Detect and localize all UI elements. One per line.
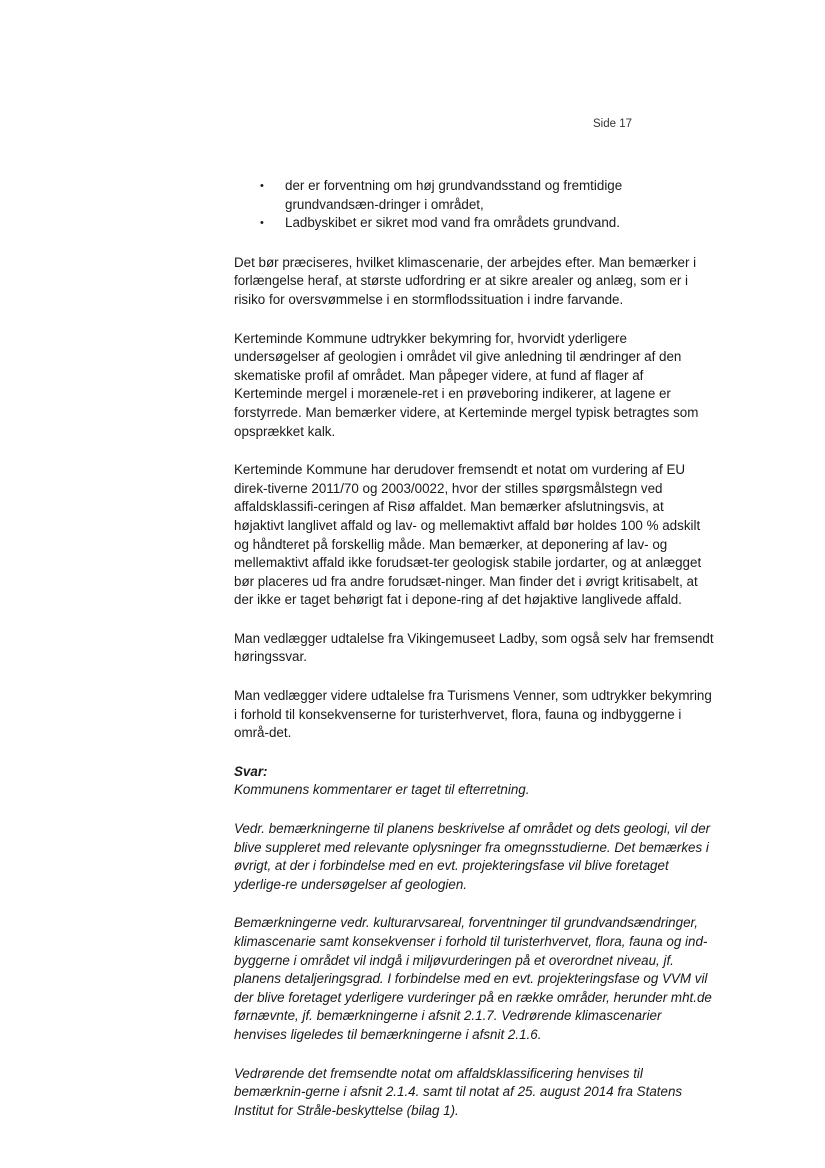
list-item-text: der er forventning om høj grundvandsstand og fremtidige grundvandsæn-dringer i området,	[285, 178, 623, 212]
document-body	[234, 177, 714, 1140]
svar-paragraph-geology: Vedr. bemærkningerne til planens beskrivelse af området og dets geologi, vil der blive suppleret med relevante oplysninger fra omegnsstudierne. Det bemærkes i øvrigt, at der i forbindelse med en evt. projekteringsfase vil blive foretaget yderlige-re undersøgelser af geologien.	[234, 821, 711, 892]
svar-paragraph-waste-classification: Vedrørende det fremsendte notat om affaldsklassificering henvises til bemærknin-gerne i afsnit 2.1.4. samt til notat af 25. august 2014 fra Statens Institut for Stråle-beskyttelse (bilag 1).	[234, 1065, 683, 1118]
list-item	[234, 214, 714, 233]
bullet-icon: •	[260, 217, 264, 230]
bullet-list	[234, 177, 714, 233]
list-item-text: Ladbyskibet er sikret mod vand fra områdets grundvand.	[285, 215, 620, 231]
svar-section	[234, 763, 714, 800]
svar-heading: Svar:	[234, 763, 268, 779]
paragraph-geology: Kerteminde Kommune udtrykker bekymring for, hvorvidt yderligere undersøgelser af geologien i området vil give anledning til ændringer af den skematiske profil af området. Man påpeger videre, at fund af flager af Kerteminde mergel i morænele-ret i en prøveboring indikerer, at lagene er forstyrrede. Man bemærker videre, at Kerteminde mergel typisk betragtes som opsprækket kalk.	[234, 330, 699, 439]
paragraph-vikingemuseet: Man vedlægger udtalelse fra Vikingemuseet Ladby, som også selv har fremsendt høringssvar.	[234, 630, 714, 665]
page-number: Side 17	[593, 118, 633, 130]
svar-intro: Kommunens kommentarer er taget til efterretning.	[234, 782, 530, 798]
paragraph-climate-scenario: Det bør præciseres, hvilket klimascenarie, der arbejdes efter. Man bemærker i forlængelse heraf, at største udfordring er at sikre arealer og anlæg, som er i risiko for oversvømmelse i en stormflodssituation i indre farvande.	[234, 254, 697, 307]
list-item	[234, 177, 714, 214]
bullet-icon: •	[260, 180, 264, 192]
svar-paragraph-assessment: Bemærkningerne vedr. kulturarvsareal, forventninger til grundvandsændringer, klimascenarie samt konsekvenser i forhold til turisterhvervet, flora, fauna og ind-byggerne i området vil indgå i miljøvurderingen på et overordnet niveau, jf. planens detaljeringsgrad. I forbindelse med en evt. projekteringsfase og VVM vil der blive foretaget yderligere vurderinger på en række områder, herunder mht.de førnævnte, jf. bemærkningerne i afsnit 2.1.7. Vedrørende klimascenarier henvises ligeledes til bemærkningerne i afsnit 2.1.6.	[234, 915, 712, 1042]
paragraph-turismens-venner: Man vedlægger videre udtalelse fra Turismens Venner, som udtrykker bekymring i forhold til konsekvenserne for turisterhvervet, flora, fauna og indbyggerne i områ-det.	[234, 688, 712, 741]
paragraph-eu-directives: Kerteminde Kommune har derudover fremsendt et notat om vurdering af EU direk-tiverne 2011/70 og 2003/0022, hvor der stilles spørgsmålstegn ved affaldsklassifi-ceringen af Risø affaldet. Man bemærker afslutningsvis, at højaktivt langlivet affald og lav- og mellemaktivt affald bør holdes 100 % adskilt og håndteret på forskellig måde. Man bemærker, at deponering af lav- og mellemaktivt affald ikke forudsæt-ter geologisk stabile jordarter, og at anlægget bør placeres ud fra andre forudsæt-ninger. Man finder det i øvrigt kritisabelt, at der ikke er taget behørigt fat i depone-ring af det højaktive langlivede affald.	[234, 462, 702, 608]
